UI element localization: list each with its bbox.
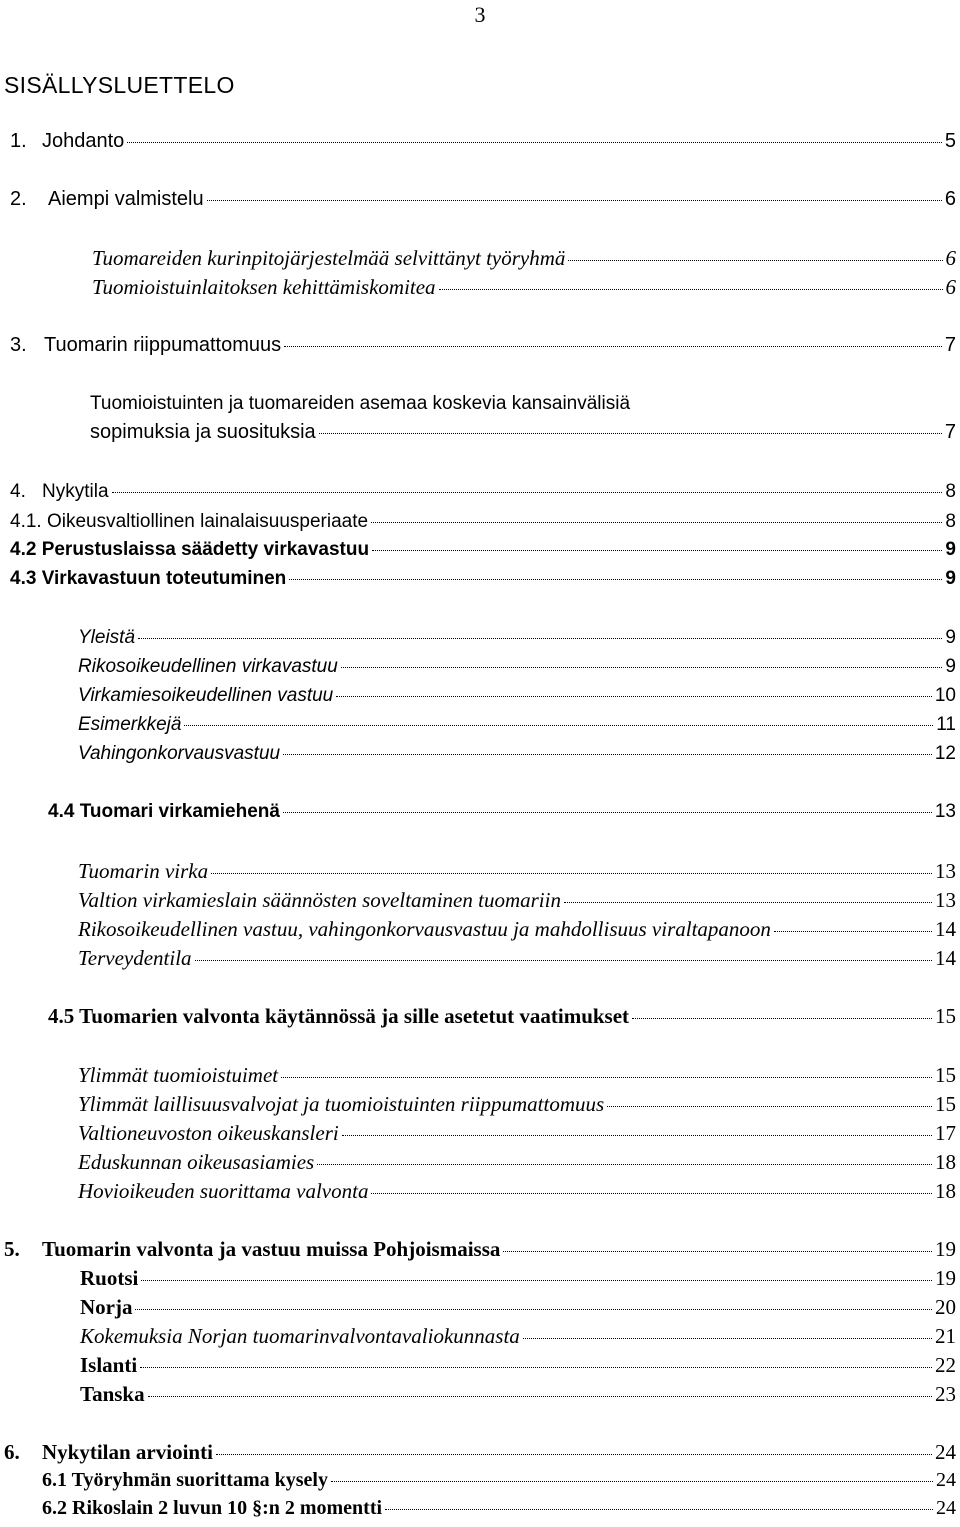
entry-page: 22 xyxy=(935,1353,956,1377)
dot-leader xyxy=(341,667,943,668)
entry-label: Tuomarin riippumattomuus xyxy=(44,334,282,356)
toc-entry[interactable] xyxy=(78,656,956,684)
toc-entry[interactable] xyxy=(78,1092,956,1120)
entry-label: 4.3 Virkavastuun toteutuminen xyxy=(10,568,287,589)
dot-leader xyxy=(503,1251,932,1252)
entry-label: Ylimmät laillisuusvalvojat ja tuomioistuinten riippumattomuus xyxy=(78,1092,605,1116)
entry-label: Hovioikeuden suorittama valvonta xyxy=(78,1179,369,1203)
dot-leader xyxy=(371,522,942,523)
entry-page: 14 xyxy=(935,946,956,970)
entry-label: 4.2 Perustuslaissa säädetty virkavastuu xyxy=(10,539,370,560)
dot-leader xyxy=(342,1135,932,1136)
dot-leader xyxy=(207,200,942,201)
entry-page: 13 xyxy=(934,801,956,822)
toc-entry[interactable] xyxy=(10,130,956,158)
toc-entry[interactable] xyxy=(92,246,956,274)
dot-leader xyxy=(283,754,932,755)
entry-label: Esimerkkejä xyxy=(78,714,182,735)
entry-label: Terveydentila xyxy=(78,946,192,970)
entry-label: Valtion virkamieslain säännösten soveltaminen tuomariin xyxy=(78,888,561,912)
dot-leader xyxy=(283,812,932,813)
entry-label: Tuomareiden kurinpitojärjestelmää selvittänyt työryhmä xyxy=(92,246,566,270)
dot-leader xyxy=(141,1280,932,1281)
toc-entry[interactable] xyxy=(80,1266,956,1294)
dot-leader xyxy=(184,725,933,726)
entry-page: 15 xyxy=(935,1004,956,1028)
entry-label: Vahingonkorvausvastuu xyxy=(78,743,281,764)
entry-page: 8 xyxy=(945,481,956,502)
entry-page: 19 xyxy=(935,1266,956,1290)
dot-leader xyxy=(140,1367,932,1368)
entry-page: 9 xyxy=(945,656,956,677)
entry-number: 2. xyxy=(10,188,27,210)
entry-page: 6 xyxy=(945,275,956,299)
entry-page: 9 xyxy=(945,568,956,589)
dot-leader xyxy=(632,1018,932,1019)
toc-entry[interactable] xyxy=(78,685,956,713)
toc-entry[interactable] xyxy=(80,1295,956,1323)
entry-number: 5. xyxy=(4,1237,20,1261)
entry-page: 18 xyxy=(935,1179,956,1203)
dot-leader xyxy=(289,579,942,580)
entry-page: 17 xyxy=(935,1121,956,1145)
entry-label: Islanti xyxy=(80,1353,138,1377)
toc-entry[interactable] xyxy=(42,1497,956,1525)
entry-label: 4.1. Oikeusvaltiollinen lainalaisuusperiaate xyxy=(10,511,369,532)
entry-label: Tuomioistuinlaitoksen kehittämiskomitea xyxy=(92,275,436,299)
toc-entry[interactable] xyxy=(78,627,956,655)
dot-leader xyxy=(564,902,932,903)
entry-label: Aiempi valmistelu xyxy=(48,188,204,210)
dot-leader xyxy=(211,873,932,874)
entry-label: Tanska xyxy=(80,1382,145,1406)
toc-entry[interactable] xyxy=(78,1121,956,1149)
entry-label: Virkamiesoikeudellinen vastuu xyxy=(78,685,334,706)
entry-page: 12 xyxy=(934,743,956,764)
entry-label: Ylimmät tuomioistuimet xyxy=(78,1063,279,1087)
entry-label: 6.2 Rikoslain 2 luvun 10 §:n 2 momentti xyxy=(42,1497,383,1519)
toc-entry[interactable] xyxy=(10,334,956,362)
entry-page: 7 xyxy=(944,334,956,356)
dot-leader xyxy=(774,931,932,932)
entry-page: 6 xyxy=(944,188,956,210)
toc-entry[interactable] xyxy=(78,714,956,742)
entry-number: 4. xyxy=(10,481,26,502)
toc-entry[interactable] xyxy=(10,568,956,596)
dot-leader xyxy=(284,346,942,347)
toc-entry[interactable] xyxy=(4,1237,956,1265)
toc-entry[interactable] xyxy=(78,1063,956,1091)
entry-label: Nykytilan arviointi xyxy=(42,1440,213,1464)
entry-label: Valtioneuvoston oikeuskansleri xyxy=(78,1121,339,1145)
dot-leader xyxy=(148,1396,932,1397)
toc-entry[interactable] xyxy=(78,859,956,887)
toc-entry[interactable] xyxy=(10,539,956,567)
dot-leader xyxy=(216,1454,932,1455)
entry-page: 23 xyxy=(935,1382,956,1406)
entry-page: 13 xyxy=(935,888,956,912)
entry-page: 5 xyxy=(944,130,956,152)
entry-label: Kokemuksia Norjan tuomarinvalvontavaliokunnasta xyxy=(80,1324,520,1348)
toc-entry[interactable] xyxy=(10,188,956,216)
toc-entry[interactable] xyxy=(78,917,956,945)
entry-label: 6.1 Työryhmän suorittama kysely xyxy=(42,1469,328,1491)
toc-entry[interactable] xyxy=(90,421,956,449)
entry-label: Rikosoikeudellinen virkavastuu xyxy=(78,656,338,677)
entry-page: 7 xyxy=(944,421,956,443)
entry-label: Rikosoikeudellinen vastuu, vahingonkorvausvastuu ja mahdollisuus viraltapanoon xyxy=(78,917,771,941)
toc-entry[interactable] xyxy=(48,1004,956,1032)
dot-leader xyxy=(138,638,942,639)
entry-number: 3. xyxy=(10,334,27,356)
toc-entry[interactable] xyxy=(78,743,956,771)
entry-label: Nykytila xyxy=(42,481,109,502)
toc-entry[interactable] xyxy=(80,1324,956,1352)
entry-label: Johdanto xyxy=(42,130,125,152)
entry-label: Tuomarin virka xyxy=(78,859,209,883)
entry-label: Yleistä xyxy=(78,627,136,648)
entry-page: 10 xyxy=(934,685,956,706)
entry-label: Tuomioistuinten ja tuomareiden asemaa koskevia kansainvälisiä xyxy=(90,393,631,414)
dot-leader xyxy=(319,433,942,434)
entry-label: Norja xyxy=(80,1295,133,1319)
dot-leader xyxy=(523,1338,932,1339)
toc-entry[interactable] xyxy=(78,1179,956,1207)
entry-label: 4.4 Tuomari virkamiehenä xyxy=(48,801,280,822)
toc-entry[interactable] xyxy=(78,1150,956,1178)
entry-page: 24 xyxy=(936,1497,956,1519)
page-number: 3 xyxy=(474,2,486,27)
entry-label: sopimuksia ja suosituksia xyxy=(90,421,316,443)
entry-label: 4.5 Tuomarien valvonta käytännössä ja sille asetetut vaatimukset xyxy=(48,1004,630,1028)
entry-page: 24 xyxy=(936,1469,956,1491)
entry-page: 21 xyxy=(935,1324,956,1348)
dot-leader xyxy=(135,1309,932,1310)
dot-leader xyxy=(331,1481,933,1482)
entry-page: 11 xyxy=(936,714,956,735)
entry-label: Eduskunnan oikeusasiamies xyxy=(78,1150,315,1174)
entry-page: 19 xyxy=(935,1237,956,1261)
toc-entry-continued xyxy=(90,393,956,421)
dot-leader xyxy=(371,1193,932,1194)
toc-entry[interactable] xyxy=(4,1440,956,1468)
toc-entry[interactable] xyxy=(80,1382,956,1410)
toc-entry[interactable] xyxy=(80,1353,956,1381)
toc-entry[interactable] xyxy=(42,1469,956,1497)
dot-leader xyxy=(281,1077,932,1078)
entry-label: Tuomarin valvonta ja vastuu muissa Pohjoismaissa xyxy=(42,1237,501,1261)
entry-page: 18 xyxy=(935,1150,956,1174)
entry-page: 15 xyxy=(935,1063,956,1087)
entry-number: 6. xyxy=(4,1440,20,1464)
entry-page: 24 xyxy=(935,1440,956,1464)
entry-page: 9 xyxy=(945,539,956,560)
entry-number: 1. xyxy=(10,130,27,152)
entry-page: 20 xyxy=(935,1295,956,1319)
dot-leader xyxy=(439,289,943,290)
dot-leader xyxy=(112,492,943,493)
entry-page: 8 xyxy=(945,511,956,532)
toc-entry[interactable] xyxy=(78,888,956,916)
toc-entry[interactable] xyxy=(78,946,956,974)
dot-leader xyxy=(607,1106,932,1107)
dot-leader xyxy=(195,960,932,961)
entry-page: 14 xyxy=(935,917,956,941)
toc-entry[interactable] xyxy=(92,275,956,303)
entry-page: 6 xyxy=(945,246,956,270)
dot-leader xyxy=(372,550,942,551)
entry-label: Ruotsi xyxy=(80,1266,139,1290)
entry-page: 15 xyxy=(935,1092,956,1116)
dot-leader xyxy=(336,696,932,697)
entry-page: 13 xyxy=(935,859,956,883)
dot-leader xyxy=(127,142,942,143)
dot-leader xyxy=(385,1509,933,1510)
dot-leader xyxy=(317,1164,932,1165)
dot-leader xyxy=(568,260,942,261)
toc-entry[interactable] xyxy=(48,801,956,829)
toc-title: SISÄLLYSLUETTELO xyxy=(4,72,235,98)
toc-entry[interactable] xyxy=(10,511,956,539)
entry-page: 9 xyxy=(945,627,956,648)
toc-entry[interactable] xyxy=(10,481,956,509)
